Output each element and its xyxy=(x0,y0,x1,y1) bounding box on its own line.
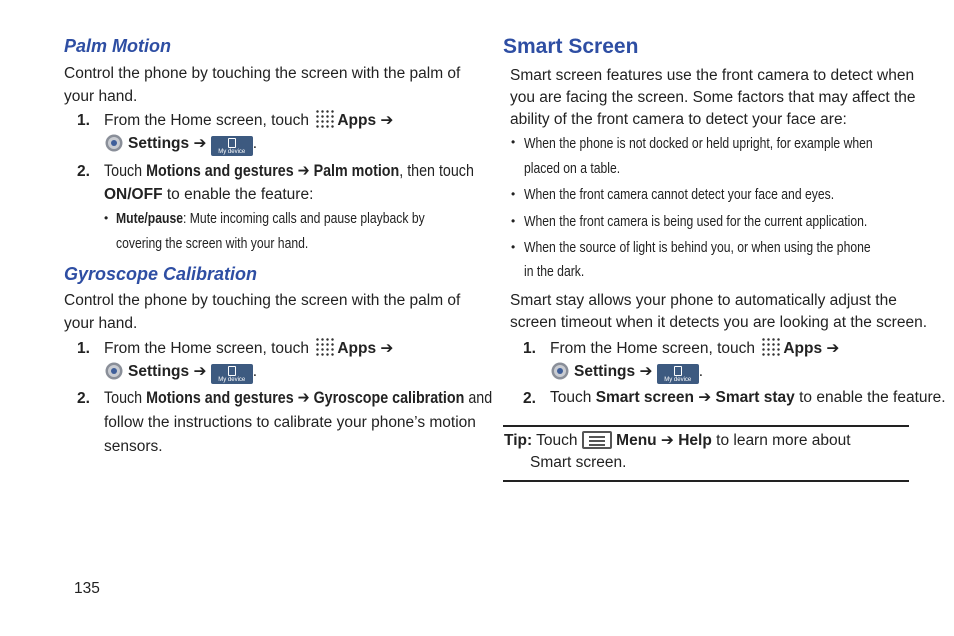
gyro-step-1-line-2: Settings ➔ My device . xyxy=(104,361,257,384)
smart-screen-heading: Smart Screen xyxy=(503,35,639,58)
bullet-icon: • xyxy=(104,211,109,225)
palm-motion-heading: Palm Motion xyxy=(64,36,171,56)
palm-step-2-line-1: Touch Motions and gestures ➔ Palm motion, then touch xyxy=(104,161,474,180)
gyro-step-2-number: 2. xyxy=(77,390,90,407)
menu-icon xyxy=(582,431,612,449)
palm-step-1-text: From the Home screen, touch xyxy=(104,112,310,129)
smart-intro-line-2: you are facing the screen. Some factors that may affect the xyxy=(510,89,916,106)
smart-step-1-number: 1. xyxy=(523,340,536,357)
palm-step-1-line-2 xyxy=(104,133,257,156)
my-device-icon: My device xyxy=(211,364,253,384)
my-device-icon: My device xyxy=(657,364,699,384)
bullet-icon: • xyxy=(511,135,516,149)
apps-label: Apps ➔ xyxy=(337,112,394,129)
period: . xyxy=(252,135,258,152)
bullet-icon: • xyxy=(511,240,516,254)
smart-step-1-line-1: From the Home screen, touch Apps ➔ xyxy=(550,337,839,361)
bullet-icon: • xyxy=(511,187,516,201)
tip-bottom-rule xyxy=(503,480,909,482)
gyro-step-2-line-1: Touch Motions and gestures ➔ Gyroscope calibration and xyxy=(104,388,493,407)
smart-step-2-number: 2. xyxy=(523,390,536,407)
palm-intro-line-2: your hand. xyxy=(64,88,138,105)
my-device-icon: My device xyxy=(211,136,253,156)
gyroscope-heading: Gyroscope Calibration xyxy=(64,264,258,284)
gyro-step-1-number: 1. xyxy=(77,340,90,357)
apps-grid-icon xyxy=(315,109,335,129)
smart-bullet-2: When the front camera cannot detect your face and eyes. xyxy=(524,187,835,203)
palm-intro-line-1: Control the phone by touching the screen with the palm of xyxy=(64,65,461,82)
smart-step-2-line: Touch Smart screen ➔ Smart stay to enable the feature. xyxy=(550,389,946,406)
palm-step-2-number: 2. xyxy=(77,163,90,180)
smart-bullet-3: When the front camera is being used for the current application. xyxy=(524,214,868,230)
smart-intro-line-1: Smart screen features use the front camera to detect when xyxy=(510,67,915,84)
settings-gear-icon xyxy=(104,133,124,153)
smart-bullet-4-line-2: in the dark. xyxy=(524,264,585,280)
apps-grid-icon xyxy=(315,337,335,357)
smart-stay-line-1: Smart stay allows your phone to automatically adjust the xyxy=(510,292,897,309)
smart-intro-line-3: ability of the front camera to detect your face are: xyxy=(510,111,847,128)
palm-step-1-line-1 xyxy=(104,109,393,133)
smart-step-1-line-2: Settings ➔ My device . xyxy=(550,361,703,384)
gyro-intro-line-1: Control the phone by touching the screen with the palm of xyxy=(64,292,461,309)
bullet-icon: • xyxy=(511,214,516,228)
tip-label: Tip: xyxy=(504,432,533,449)
page-number: 135 xyxy=(74,580,100,597)
on-off-label: ON/OFF xyxy=(104,186,163,203)
settings-gear-icon xyxy=(550,361,570,381)
tip-line-1: Tip: Touch Menu ➔ Help to learn more about xyxy=(504,432,851,449)
settings-label: Settings ➔ xyxy=(128,135,207,152)
palm-step-2-line-2: ON/OFF to enable the feature: xyxy=(104,186,314,203)
palm-step-1-number: 1. xyxy=(77,112,90,129)
settings-gear-icon xyxy=(104,361,124,381)
tip-line-2: Smart screen. xyxy=(530,454,627,471)
smart-bullet-1-line-1: When the phone is not docked or held upright, for example when xyxy=(524,136,873,152)
gyro-step-1-line-1: From the Home screen, touch Apps ➔ xyxy=(104,337,393,361)
gyro-step-2-line-2: follow the instructions to calibrate your phone’s motion xyxy=(104,414,476,431)
smart-bullet-4-line-1: When the source of light is behind you, or when using the phone xyxy=(524,240,871,256)
apps-grid-icon xyxy=(761,337,781,357)
tip-top-rule xyxy=(503,425,909,427)
palm-bullet-line-2: covering the screen with your hand. xyxy=(116,236,309,252)
gyro-step-2-line-3: sensors. xyxy=(104,438,163,455)
palm-bullet-line-1: Mute/pause: Mute incoming calls and pause playback by xyxy=(116,211,425,227)
smart-bullet-1-line-2: placed on a table. xyxy=(524,161,621,177)
smart-stay-line-2: screen timeout when it detects you are looking at the screen. xyxy=(510,314,928,331)
gyro-intro-line-2: your hand. xyxy=(64,315,138,332)
